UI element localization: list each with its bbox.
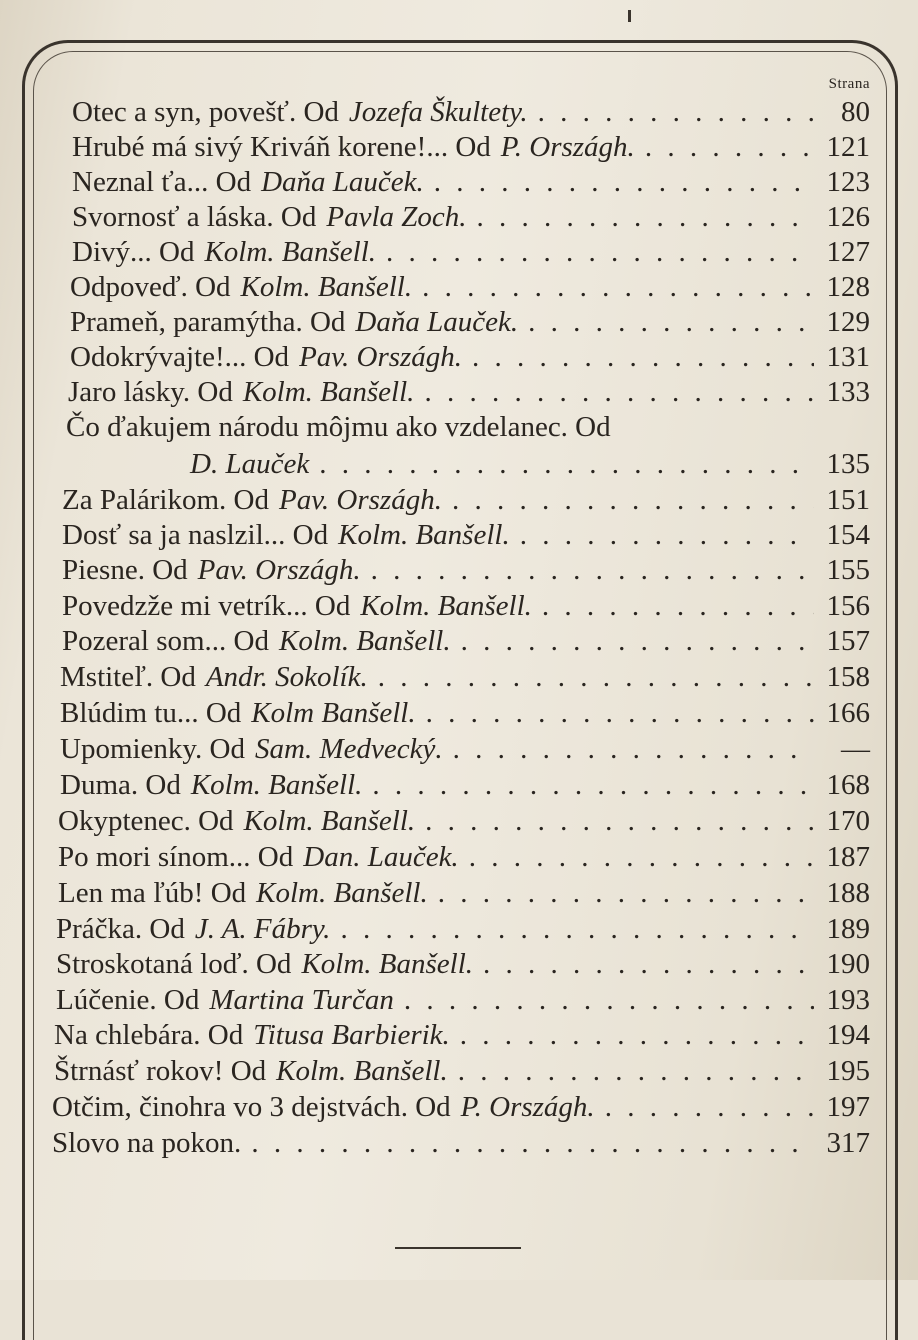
entry-author: Pavla Zoch. xyxy=(326,201,467,233)
entry-author: Martina Turčan xyxy=(209,984,394,1016)
toc-entry xyxy=(56,912,870,946)
entry-page-number: 126 xyxy=(826,201,870,233)
toc-entry xyxy=(58,804,870,838)
toc-entry xyxy=(54,1054,870,1088)
entry-author: D. Lauček xyxy=(190,448,310,480)
entry-author: Daňa Lauček. xyxy=(355,306,519,338)
entry-title: Piesne. Od xyxy=(62,554,188,586)
entry-page-number: 128 xyxy=(826,271,870,303)
entry-page-number: 121 xyxy=(826,131,870,163)
toc-entry xyxy=(60,660,870,694)
dot-leader xyxy=(645,130,814,164)
dot-leader xyxy=(434,165,814,199)
entry-author: J. A. Fábry. xyxy=(194,913,331,945)
dot-leader xyxy=(424,375,814,409)
dot-leader xyxy=(458,1054,814,1088)
dot-leader xyxy=(453,732,814,766)
toc-entry xyxy=(60,768,870,802)
dot-leader xyxy=(452,483,814,517)
entry-author: Kolm. Banšell. xyxy=(240,271,413,303)
toc-entry xyxy=(72,200,870,234)
entry-page-number: 157 xyxy=(826,625,870,657)
dot-leader xyxy=(378,660,814,694)
entry-author: Pav. Országh. xyxy=(299,341,463,373)
entry-title: Odpoveď. Od xyxy=(70,271,231,303)
toc-entry xyxy=(70,270,870,304)
entry-author: Daňa Lauček. xyxy=(261,166,424,198)
dot-leader xyxy=(477,200,814,234)
entry-author: Kolm. Banšell. xyxy=(242,376,415,408)
page-column-header: Strana xyxy=(828,76,870,92)
entry-author: Titusa Barbierik. xyxy=(253,1019,450,1051)
entry-title: Dosť sa ja naslzil... Od xyxy=(62,519,329,551)
entry-page-number: 158 xyxy=(826,661,870,693)
dot-leader xyxy=(461,624,814,658)
entry-title: Jaro lásky. Od xyxy=(68,376,233,408)
entry-page-number: 156 xyxy=(826,590,870,622)
dot-leader xyxy=(483,947,814,981)
entry-author: Kolm. Banšell. xyxy=(279,625,451,657)
toc-entry xyxy=(60,696,870,730)
toc-entry xyxy=(66,410,870,444)
dot-leader xyxy=(438,876,814,910)
dot-leader xyxy=(469,840,814,874)
dot-leader xyxy=(460,1018,814,1052)
entry-author: Kolm. Banšell. xyxy=(301,948,474,980)
toc-entry xyxy=(70,340,870,374)
dot-leader xyxy=(520,518,814,552)
entry-title: Hrubé má sivý Kriváň korene!... Od xyxy=(72,131,491,163)
toc-entry xyxy=(62,518,870,552)
toc-entry xyxy=(72,95,870,129)
entry-author: Pav. Országh. xyxy=(197,554,361,586)
entry-page-number: 168 xyxy=(826,769,870,801)
entry-page-number: 170 xyxy=(826,805,870,837)
entry-author: Kolm. Banšell. xyxy=(204,236,377,268)
entry-author: Kolm. Banšell. xyxy=(243,805,416,837)
entry-title: Povedzže mi vetrík... Od xyxy=(62,590,351,622)
entry-page-number: 190 xyxy=(826,948,870,980)
entry-title: Po mori sínom... Od xyxy=(58,841,294,873)
toc-entry xyxy=(62,553,870,587)
dot-leader xyxy=(372,768,814,802)
toc-entry xyxy=(190,447,870,481)
entry-author: Dan. Lauček. xyxy=(303,841,459,873)
entry-title: Slovo na pokon. xyxy=(52,1127,242,1159)
bottom-rule xyxy=(395,1247,521,1249)
entry-title: Stroskotaná loď. Od xyxy=(56,948,292,980)
toc-entry xyxy=(72,165,870,199)
entry-author: Jozefa Škultety. xyxy=(348,96,528,128)
dot-leader xyxy=(472,340,814,374)
toc-entry xyxy=(58,840,870,874)
entry-author: Andr. Sokolík. xyxy=(205,661,368,693)
entry-page-number: 129 xyxy=(826,306,870,338)
toc-entry xyxy=(70,305,870,339)
toc-entry xyxy=(60,732,870,766)
entry-page-number: — xyxy=(841,733,870,765)
entry-title: Upomienky. Od xyxy=(60,733,245,765)
entry-page-number: 166 xyxy=(826,697,870,729)
entry-title: Otčim, činohra vo 3 dejstvách. Od xyxy=(52,1091,451,1123)
entry-title: Duma. Od xyxy=(60,769,181,801)
entry-page-number: 151 xyxy=(826,484,870,516)
entry-title: Odokrývajte!... Od xyxy=(70,341,290,373)
entry-author: P. Országh. xyxy=(500,131,635,163)
toc-entry xyxy=(68,375,870,409)
entry-author: Kolm Banšell. xyxy=(251,697,416,729)
entry-page-number: 188 xyxy=(826,877,870,909)
dot-leader xyxy=(538,95,814,129)
entry-page-number: 195 xyxy=(826,1055,870,1087)
entry-author: Sam. Medvecký. xyxy=(255,733,443,765)
entry-page-number: 127 xyxy=(826,236,870,268)
entry-page-number: 189 xyxy=(826,913,870,945)
entry-page-number: 80 xyxy=(841,96,870,128)
dot-leader xyxy=(340,912,814,946)
entry-page-number: 155 xyxy=(826,554,870,586)
entry-title: Za Palárikom. Od xyxy=(62,484,269,516)
dot-leader xyxy=(422,270,814,304)
entry-title: Len ma ľúb! Od xyxy=(58,877,247,909)
entry-title: Otec a syn, povešť. Od xyxy=(72,96,339,128)
entry-title: Neznal ťa... Od xyxy=(72,166,252,198)
toc-entry xyxy=(72,235,870,269)
dot-leader xyxy=(319,447,814,481)
entry-author: Kolm. Banšell. xyxy=(256,877,428,909)
toc-entry xyxy=(62,624,870,658)
entry-page-number: 135 xyxy=(826,448,870,480)
entry-title: Prameň, paramýtha. Od xyxy=(70,306,346,338)
toc-entry xyxy=(52,1090,870,1124)
entry-page-number: 193 xyxy=(826,984,870,1016)
toc-entry xyxy=(72,130,870,164)
entry-title: Na chlebára. Od xyxy=(54,1019,244,1051)
entry-title: Svornosť a láska. Od xyxy=(72,201,317,233)
entry-title: Práčka. Od xyxy=(56,913,185,945)
dot-leader xyxy=(426,696,814,730)
entry-title: Divý... Od xyxy=(72,236,195,268)
entry-title: Pozeral som... Od xyxy=(62,625,269,657)
entry-page-number: 133 xyxy=(826,376,870,408)
entry-page-number: 317 xyxy=(826,1127,870,1159)
toc-entry xyxy=(62,589,870,623)
entry-author: Kolm. Banšell. xyxy=(360,590,532,622)
entry-page-number: 123 xyxy=(826,166,870,198)
entry-page-number: 187 xyxy=(826,841,870,873)
entry-page-number: 154 xyxy=(826,519,870,551)
entry-page-number: 194 xyxy=(826,1019,870,1051)
entry-title: Blúdim tu... Od xyxy=(60,697,242,729)
entry-title: Lúčenie. Od xyxy=(56,984,200,1016)
entry-title: Štrnásť rokov! Od xyxy=(54,1055,267,1087)
entry-page-number: 131 xyxy=(826,341,870,373)
toc-entry xyxy=(56,947,870,981)
dot-leader xyxy=(404,983,814,1017)
toc-entry xyxy=(52,1126,870,1160)
toc-entry xyxy=(62,483,870,517)
dot-leader xyxy=(251,1126,814,1160)
dot-leader xyxy=(386,235,814,269)
entry-author: Pav. Országh. xyxy=(278,484,442,516)
toc-entry xyxy=(56,983,870,1017)
dot-leader xyxy=(605,1090,814,1124)
entry-author: P. Országh. xyxy=(460,1091,595,1123)
dot-leader xyxy=(371,553,814,587)
toc-entry xyxy=(54,1018,870,1052)
entry-page-number: 197 xyxy=(826,1091,870,1123)
entry-title: Mstiteľ. Od xyxy=(60,661,196,693)
entry-title: Okyptenec. Od xyxy=(58,805,234,837)
entry-author: Kolm. Banšell. xyxy=(338,519,510,551)
dot-leader xyxy=(425,804,814,838)
entry-author: Kolm. Banšell. xyxy=(190,769,363,801)
dot-leader xyxy=(528,305,814,339)
toc-entry xyxy=(58,876,870,910)
entry-author: Kolm. Banšell. xyxy=(276,1055,448,1087)
dot-leader xyxy=(542,589,814,623)
entry-title: Čo ďakujem národu môjmu ako vzdelanec. Od xyxy=(66,411,611,443)
